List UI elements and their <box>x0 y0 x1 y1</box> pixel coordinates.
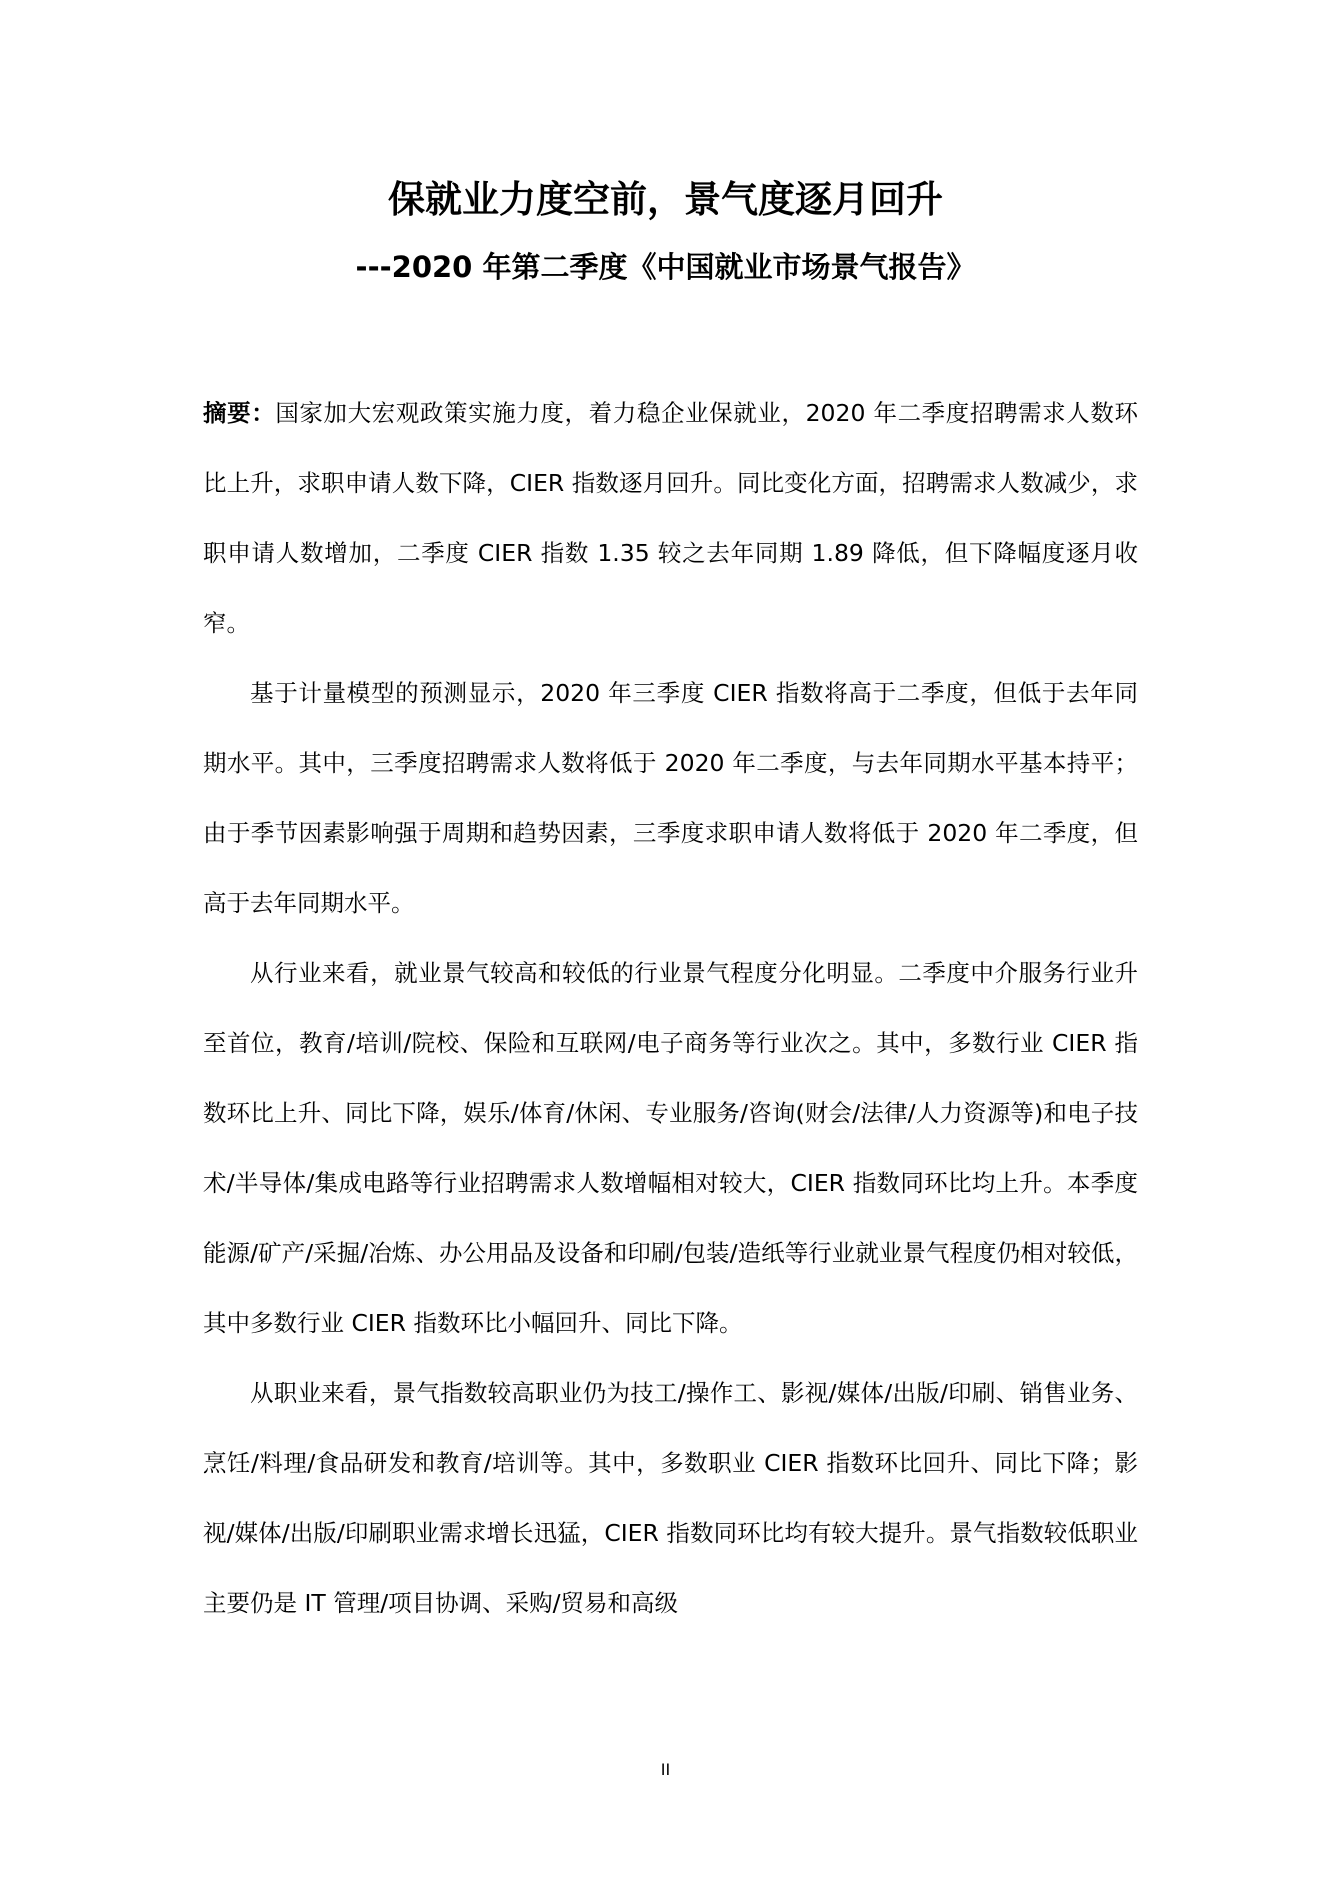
abstract-label: 摘要： <box>203 399 276 427</box>
abstract-text: 国家加大宏观政策实施力度，着力稳企业保就业，2020 年二季度招聘需求人数环比上升，求职申请人数下降，CIER 指数逐月回升。同比变化方面，招聘需求人数减少，求职申请人数增加，二季度 CIER 指数 1.35 较之去年同期 1.89 降低，但下降幅度逐月收窄。 <box>203 399 1138 637</box>
industry-paragraph: 从行业来看，就业景气较高和较低的行业景气程度分化明显。二季度中介服务行业升至首位，教育/培训/院校、保险和互联网/电子商务等行业次之。其中，多数行业 CIER 指数环比上升、同比下降，娱乐/体育/休闲、专业服务/咨询(财会/法律/人力资源等)和电子技术/半导体/集成电路等行业招聘需求人数增幅相对较大，CIER 指数同环比均上升。本季度能源/矿产/采掘/冶炼、办公用品及设备和印刷/包装/造纸等行业就业景气程度仍相对较低，其中多数行业 CIER 指数环比小幅回升、同比下降。 <box>203 959 1138 1337</box>
document-body <box>203 378 1138 1638</box>
forecast-paragraph: 基于计量模型的预测显示，2020 年三季度 CIER 指数将高于二季度，但低于去年同期水平。其中，三季度招聘需求人数将低于 2020 年二季度，与去年同期水平基本持平；由于季节因素影响强于周期和趋势因素，三季度求职申请人数将低于 2020 年二季度，但高于去年同期水平。 <box>203 679 1138 917</box>
page-number: II <box>660 1760 671 1779</box>
occupation-paragraph: 从职业来看，景气指数较高职业仍为技工/操作工、影视/媒体/出版/印刷、销售业务、烹饪/料理/食品研发和教育/培训等。其中，多数职业 CIER 指数环比回升、同比下降；影视/媒体/出版/印刷职业需求增长迅猛，CIER 指数同环比均有较大提升。景气指数较低职业主要仍是 IT 管理/项目协调、采购/贸易和高级 <box>203 1379 1138 1617</box>
page-title: 保就业力度空前，景气度逐月回升 <box>388 178 943 221</box>
abstract-paragraph <box>203 378 1138 658</box>
page-subtitle: ---2020 年第二季度《中国就业市场景气报告》 <box>355 250 976 284</box>
